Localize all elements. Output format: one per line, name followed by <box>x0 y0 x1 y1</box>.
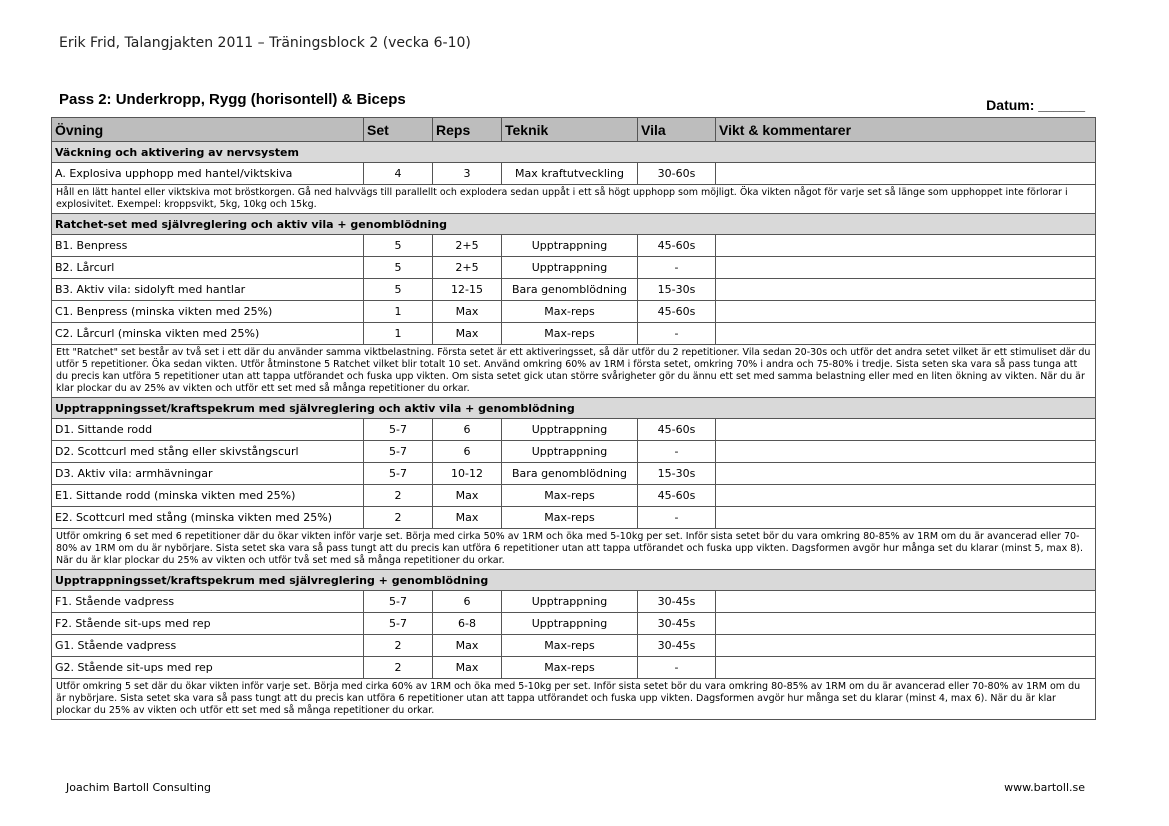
reps-cell: Max <box>433 323 502 345</box>
reps-cell: 6 <box>433 591 502 613</box>
exercise-name-cell: G1. Stående vadpress <box>52 635 364 657</box>
set-cell: 5-7 <box>364 419 433 441</box>
pass-title: Pass 2: Underkropp, Rygg (horisontell) & Biceps <box>59 91 406 108</box>
exercise-row <box>52 485 1096 507</box>
section-title: Upptrappningsset/kraftspekrum med självreglering och aktiv vila + genomblödning <box>52 398 1096 419</box>
set-cell: 5-7 <box>364 591 433 613</box>
reps-cell: Max <box>433 301 502 323</box>
training-table <box>51 117 1096 720</box>
technique-cell: Max-reps <box>502 657 638 679</box>
date-field-label: Datum: ______ <box>986 97 1085 113</box>
section-header-row <box>52 214 1096 235</box>
rest-cell: - <box>638 257 716 279</box>
exercise-row <box>52 163 1096 185</box>
exercise-row <box>52 635 1096 657</box>
exercise-name-cell: D3. Aktiv vila: armhävningar <box>52 463 364 485</box>
weight-comment-cell[interactable] <box>716 279 1096 301</box>
instruction-row <box>52 185 1096 214</box>
technique-cell: Max-reps <box>502 635 638 657</box>
set-cell: 2 <box>364 635 433 657</box>
reps-cell: 6 <box>433 419 502 441</box>
instruction-row <box>52 679 1096 720</box>
table-header-row <box>52 118 1096 142</box>
rest-cell: - <box>638 507 716 529</box>
column-header-set: Set <box>364 118 433 142</box>
exercise-row <box>52 507 1096 529</box>
technique-cell: Upptrappning <box>502 419 638 441</box>
set-cell: 1 <box>364 301 433 323</box>
weight-comment-cell[interactable] <box>716 441 1096 463</box>
exercise-name-cell: A. Explosiva upphopp med hantel/viktskiva <box>52 163 364 185</box>
weight-comment-cell[interactable] <box>716 485 1096 507</box>
set-cell: 5 <box>364 235 433 257</box>
weight-comment-cell[interactable] <box>716 419 1096 441</box>
exercise-name-cell: E2. Scottcurl med stång (minska vikten med 25%) <box>52 507 364 529</box>
section-header-row <box>52 142 1096 163</box>
set-cell: 5-7 <box>364 613 433 635</box>
footer-website: www.bartoll.se <box>1004 781 1085 794</box>
section-title: Väckning och aktivering av nervsystem <box>52 142 1096 163</box>
column-header-rest: Vila <box>638 118 716 142</box>
table-body <box>52 142 1096 720</box>
instruction-text: Ett "Ratchet" set består av två set i ett där du använder samma viktbelastning. Första setet är ett aktiveringsset, så där utför du 2 repetitioner. Vila sedan 20-30s och utför det andra setet vilket är ett stimuliset där du utför 5 repetitioner. Öka sedan vikten. Utför åtminstone 5 Ratchet vilket blir totalt 10 set. Använd omkring 60% av 1RM i första setet, omkring 70% i andra och 75-80% i tredje. Sista seten ska vara så pass tunga att du precis kan utföra 5 repetitioner utan att tappa utförandet och fuska upp vikten. Om sista setet gick utan större svårigheter gör du ännu ett set med samma belastning eller med en liten ökning av vikten. När du är klar plockar du av 25% av vikten och utför ett set med så många repetitioner du orkar. <box>52 345 1096 398</box>
exercise-name-cell: D1. Sittande rodd <box>52 419 364 441</box>
technique-cell: Max-reps <box>502 301 638 323</box>
weight-comment-cell[interactable] <box>716 613 1096 635</box>
exercise-row <box>52 279 1096 301</box>
set-cell: 4 <box>364 163 433 185</box>
instruction-text: Utför omkring 6 set med 6 repetitioner där du ökar vikten inför varje set. Börja med cirka 50% av 1RM och öka med 5-10kg per set. Inför sista setet bör du vara omkring 80-85% av 1RM om du är avancerad eller 70-80% av 1RM om du är nybörjare. Sista setet ska vara så pass tungt att du precis kan utföra 6 repetitioner utan att tappa utförandet och fuska upp vikten. Dagsformen avgör hur många set du klarar (minst 5, max 8). När du är klar plockar du 25% av vikten och utför två set med så många repetitioner du orkar. <box>52 529 1096 570</box>
rest-cell: 30-60s <box>638 163 716 185</box>
instruction-row <box>52 345 1096 398</box>
rest-cell: 30-45s <box>638 591 716 613</box>
set-cell: 2 <box>364 485 433 507</box>
set-cell: 5-7 <box>364 441 433 463</box>
column-header-technique: Teknik <box>502 118 638 142</box>
weight-comment-cell[interactable] <box>716 235 1096 257</box>
weight-comment-cell[interactable] <box>716 163 1096 185</box>
rest-cell: 30-45s <box>638 613 716 635</box>
reps-cell: 6-8 <box>433 613 502 635</box>
exercise-name-cell: G2. Stående sit-ups med rep <box>52 657 364 679</box>
rest-cell: 45-60s <box>638 235 716 257</box>
exercise-name-cell: B3. Aktiv vila: sidolyft med hantlar <box>52 279 364 301</box>
exercise-row <box>52 257 1096 279</box>
exercise-row <box>52 463 1096 485</box>
reps-cell: 3 <box>433 163 502 185</box>
document-header: Erik Frid, Talangjakten 2011 – Träningsblock 2 (vecka 6-10) <box>59 35 471 51</box>
technique-cell: Bara genomblödning <box>502 463 638 485</box>
technique-cell: Upptrappning <box>502 235 638 257</box>
footer-company: Joachim Bartoll Consulting <box>66 781 211 794</box>
reps-cell: Max <box>433 485 502 507</box>
exercise-name-cell: D2. Scottcurl med stång eller skivstångscurl <box>52 441 364 463</box>
exercise-name-cell: B2. Lårcurl <box>52 257 364 279</box>
set-cell: 1 <box>364 323 433 345</box>
instruction-text: Utför omkring 5 set där du ökar vikten inför varje set. Börja med cirka 60% av 1RM och öka med 5-10kg per set. Inför sista setet bör du vara omkring 80-85% av 1RM om du är avancerad eller 70-80% av 1RM om du är nybörjare. Sista setet ska vara så pass tungt att du precis kan utföra 6 repetitioner utan att tappa utförandet och fuska upp vikten. Dagsformen avgör hur många set du klarar (minst 4, max 6). När du är klar plockar du 25% av vikten och utför ett set med så många repetitioner du orkar. <box>52 679 1096 720</box>
exercise-name-cell: F2. Stående sit-ups med rep <box>52 613 364 635</box>
exercise-row <box>52 591 1096 613</box>
rest-cell: - <box>638 657 716 679</box>
reps-cell: Max <box>433 507 502 529</box>
reps-cell: 12-15 <box>433 279 502 301</box>
column-header-reps: Reps <box>433 118 502 142</box>
technique-cell: Upptrappning <box>502 613 638 635</box>
exercise-name-cell: C2. Lårcurl (minska vikten med 25%) <box>52 323 364 345</box>
section-title: Upptrappningsset/kraftspekrum med självreglering + genomblödning <box>52 570 1096 591</box>
reps-cell: Max <box>433 635 502 657</box>
exercise-row <box>52 419 1096 441</box>
reps-cell: 2+5 <box>433 257 502 279</box>
set-cell: 2 <box>364 507 433 529</box>
exercise-row <box>52 235 1096 257</box>
rest-cell: 45-60s <box>638 419 716 441</box>
exercise-row <box>52 301 1096 323</box>
rest-cell: 45-60s <box>638 485 716 507</box>
technique-cell: Bara genomblödning <box>502 279 638 301</box>
exercise-row <box>52 441 1096 463</box>
exercise-row <box>52 657 1096 679</box>
weight-comment-cell[interactable] <box>716 323 1096 345</box>
section-title: Ratchet-set med självreglering och aktiv vila + genomblödning <box>52 214 1096 235</box>
reps-cell: 10-12 <box>433 463 502 485</box>
instruction-row <box>52 529 1096 570</box>
weight-comment-cell[interactable] <box>716 507 1096 529</box>
set-cell: 5-7 <box>364 463 433 485</box>
weight-comment-cell[interactable] <box>716 591 1096 613</box>
weight-comment-cell[interactable] <box>716 657 1096 679</box>
technique-cell: Upptrappning <box>502 591 638 613</box>
rest-cell: 15-30s <box>638 463 716 485</box>
exercise-name-cell: F1. Stående vadpress <box>52 591 364 613</box>
exercise-name-cell: B1. Benpress <box>52 235 364 257</box>
weight-comment-cell[interactable] <box>716 257 1096 279</box>
exercise-name-cell: C1. Benpress (minska vikten med 25%) <box>52 301 364 323</box>
weight-comment-cell[interactable] <box>716 635 1096 657</box>
technique-cell: Upptrappning <box>502 257 638 279</box>
rest-cell: 45-60s <box>638 301 716 323</box>
technique-cell: Max-reps <box>502 507 638 529</box>
exercise-name-cell: E1. Sittande rodd (minska vikten med 25%) <box>52 485 364 507</box>
reps-cell: 6 <box>433 441 502 463</box>
reps-cell: 2+5 <box>433 235 502 257</box>
rest-cell: 30-45s <box>638 635 716 657</box>
technique-cell: Upptrappning <box>502 441 638 463</box>
section-header-row <box>52 570 1096 591</box>
set-cell: 5 <box>364 279 433 301</box>
rest-cell: 15-30s <box>638 279 716 301</box>
technique-cell: Max-reps <box>502 485 638 507</box>
reps-cell: Max <box>433 657 502 679</box>
weight-comment-cell[interactable] <box>716 463 1096 485</box>
rest-cell: - <box>638 323 716 345</box>
exercise-row <box>52 613 1096 635</box>
technique-cell: Max kraftutveckling <box>502 163 638 185</box>
instruction-text: Håll en lätt hantel eller viktskiva mot bröstkorgen. Gå ned halvvägs till parallellt och explodera sedan uppåt i ett så högt upphopp som möjligt. Öka vikten något för varje set så länge som upphoppet inte förlorar i explosivitet. Exempel: kroppsvikt, 5kg, 10kg och 15kg. <box>52 185 1096 214</box>
section-header-row <box>52 398 1096 419</box>
set-cell: 2 <box>364 657 433 679</box>
rest-cell: - <box>638 441 716 463</box>
set-cell: 5 <box>364 257 433 279</box>
column-header-weight-comments: Vikt & kommentarer <box>716 118 1096 142</box>
exercise-row <box>52 323 1096 345</box>
technique-cell: Max-reps <box>502 323 638 345</box>
weight-comment-cell[interactable] <box>716 301 1096 323</box>
column-header-exercise: Övning <box>52 118 364 142</box>
